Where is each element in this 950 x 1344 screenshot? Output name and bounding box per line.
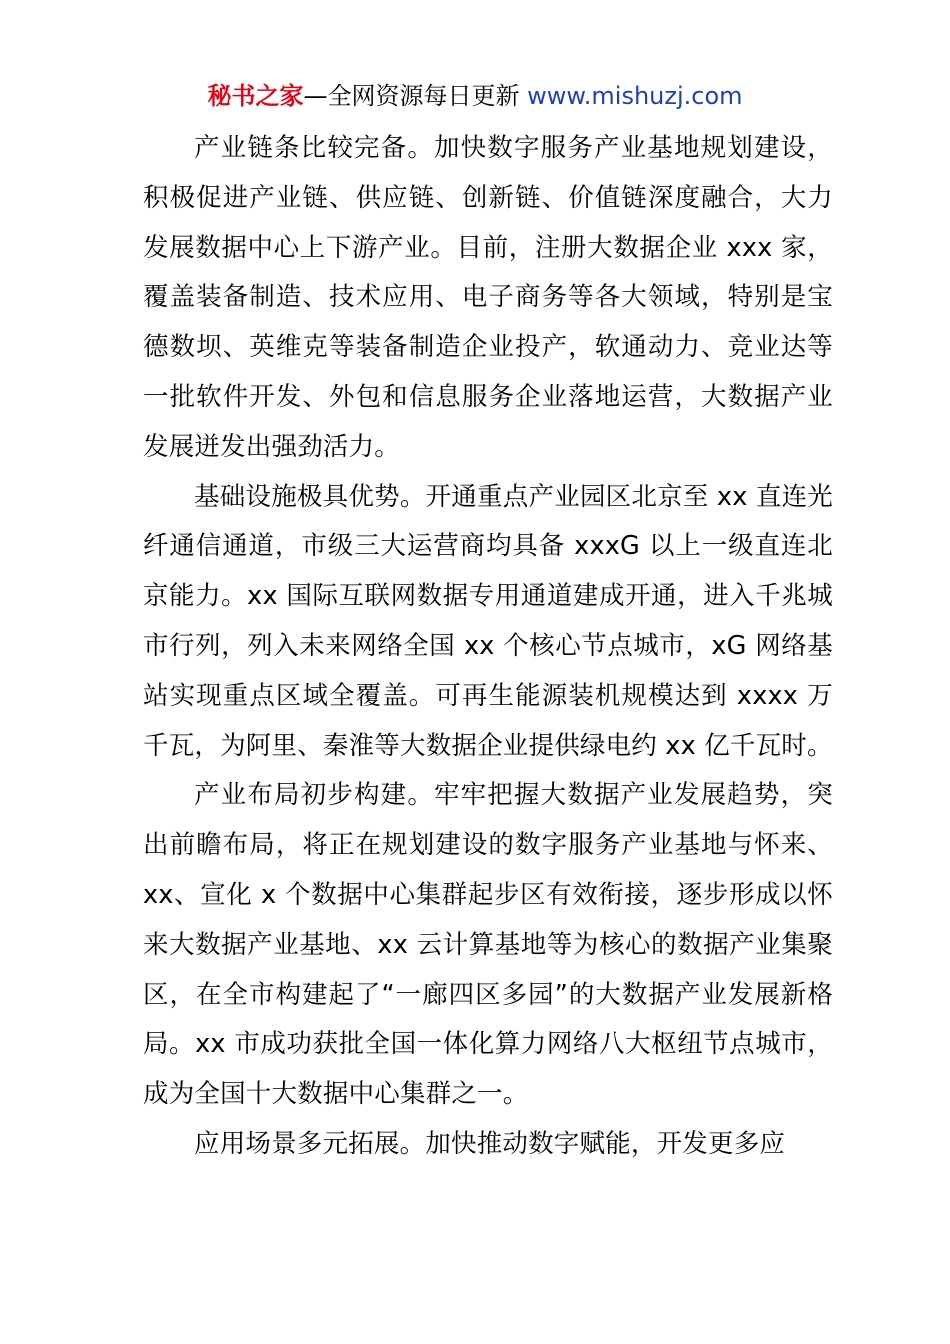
brand-name: 秘书之家 [207, 82, 304, 110]
document-body [143, 124, 833, 1170]
header-tagline: —全网资源每日更新 [303, 82, 528, 110]
paragraph-infrastructure: 基础设施极具优势。开通重点产业园区北京至 xx 直连光纤通信通道，市级三大运营商均具备 xxxG 以上一级直连北京能力。xx 国际互联网数据专用通道建成开通，进入千兆城市行列，列入未来网络全国 xx 个核心节点城市，xG 网络基站实现重点区域全覆盖。可再生能源装机规模达到 xxxx 万千瓦，为阿里、秦淮等大数据企业提供绿电约 xx 亿千瓦时。 [143, 481, 833, 761]
paragraph-application-scenarios: 应用场景多元拓展。加快推动数字赋能，开发更多应 [194, 1128, 786, 1159]
page-header [0, 80, 950, 112]
paragraph-industry-layout: 产业布局初步构建。牢牢把握大数据产业发展趋势，突出前瞻布局，将正在规划建设的数字服务产业基地与怀来、xx、宣化 x 个数据中心集群起步区有效衔接，逐步形成以怀来大数据产业基地、xx 云计算基地等为核心的数据产业集聚区，在全市构建起了“一廊四区多园”的大数据产业发展新格局。xx 市成功获批全国一体化算力网络八大枢纽节点城市，成为全国十大数据中心集群之一。 [143, 780, 833, 1110]
paragraph-industry-chain: 产业链条比较完备。加快数字服务产业基地规划建设，积极促进产业链、供应链、创新链、价值链深度融合，大力发展数据中心上下游产业。目前，注册大数据企业 xxx 家，覆盖装备制造、技术应用、电子商务等各大领域，特别是宝德数坝、英维克等装备制造企业投产，软通动力、竞业达等一批软件开发、外包和信息服务企业落地运营，大数据产业发展迸发出强劲活力。 [143, 133, 833, 462]
site-url[interactable]: www.mishuzj.com [527, 82, 743, 110]
